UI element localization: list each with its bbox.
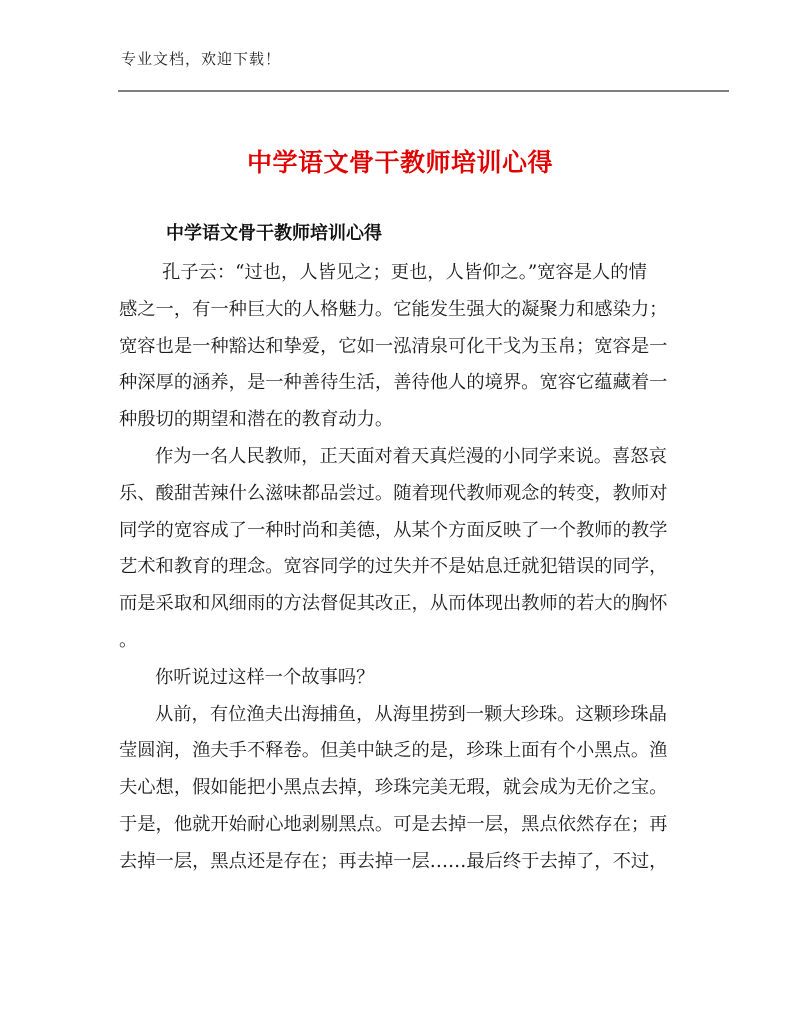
paragraph-line: 你听说过这样一个故事吗？ <box>155 666 375 688</box>
paragraph-line: 莹圆润，渔夫手不释卷。但美中缺乏的是，珍珠上面有个小黑点。渔 <box>119 740 668 762</box>
paragraph-line: 孔子云：“过也，人皆见之；更也，人皆仰之。”宽容是人的情 <box>162 262 647 283</box>
paragraph-line: 种殷切的期望和潜在的教育动力。 <box>119 409 394 431</box>
paragraph-line: 于是，他就开始耐心地剥剔黑点。可是去掉一层，黑点依然存在；再 <box>119 813 668 835</box>
paragraph-line: 艺术和教育的理念。宽容同学的过失并不是姑息迁就犯错误的同学， <box>119 556 668 578</box>
paragraph-line: 感之一，有一种巨大的人格魅力。它能发生强大的凝聚力和感染力； <box>119 298 668 320</box>
document-title: 中学语文骨干教师培训心得 <box>246 148 553 177</box>
paragraph-line: 乐、酸甜苦辣什么滋味都品尝过。随着现代教师观念的转变，教师对 <box>119 482 668 504</box>
header-divider <box>118 90 729 92</box>
paragraph-line: 同学的宽容成了一种时尚和美德，从某个方面反映了一个教师的教学 <box>119 519 668 541</box>
document-subtitle: 中学语文骨干教师培训心得 <box>166 223 382 244</box>
paragraph-line: 种深厚的涵养，是一种善待生活，善待他人的境界。宽容它蕴藏着一 <box>119 372 668 394</box>
paragraph-line: 作为一名人民教师，正天面对着天真烂漫的小同学来说。喜怒哀 <box>155 445 667 467</box>
page-header-text: 专业文档，欢迎下载！ <box>121 50 282 68</box>
paragraph-line: 去掉一层，黑点还是存在；再去掉一层……最后终于去掉了，不过， <box>119 850 668 872</box>
paragraph-line: 而是采取和风细雨的方法督促其改正，从而体现出教师的若大的胸怀 <box>119 593 668 615</box>
paragraph-line: 。 <box>119 629 138 651</box>
paragraph-line: 夫心想，假如能把小黑点去掉，珍珠完美无瑕，就会成为无价之宝。 <box>119 777 668 799</box>
document-body <box>119 259 679 885</box>
paragraph-line: 从前，有位渔夫出海捕鱼，从海里捞到一颗大珍珠。这颗珍珠晶 <box>155 703 667 725</box>
paragraph-line: 宽容也是一种豁达和挚爱，它如一泓清泉可化干戈为玉帛；宽容是一 <box>119 335 668 357</box>
